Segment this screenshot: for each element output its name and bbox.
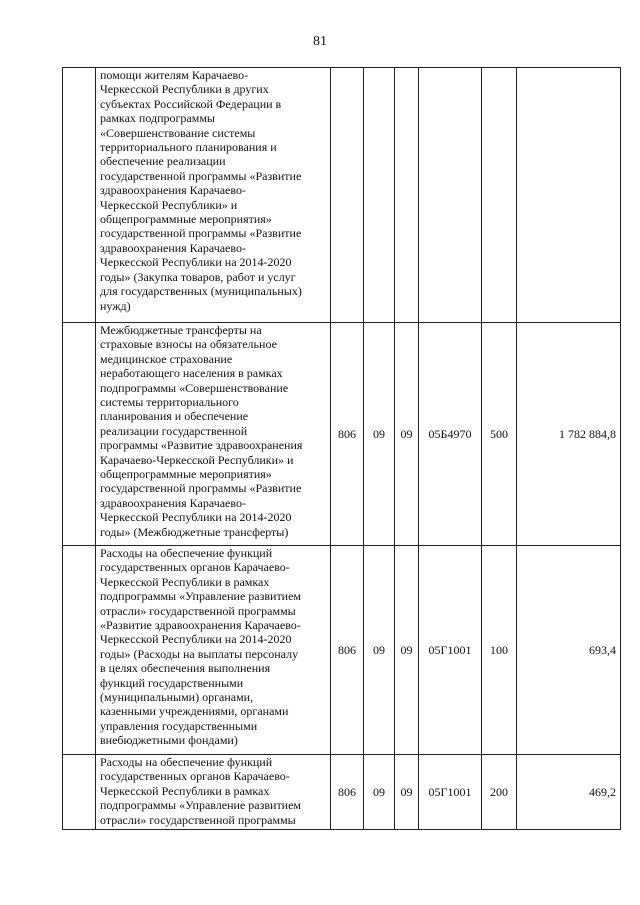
expense-type-cell: 200 [482,755,517,830]
description-line: здравоохранения Карачаево- [100,495,246,510]
section-cell: 09 [364,546,395,755]
description-cell [96,546,331,755]
description-line: «Развитие здравоохранения Карачаево- [100,618,301,633]
description-line: здравоохранения Карачаево- [100,240,246,255]
description-line: общепрограммные мероприятия» [100,467,272,482]
amount-cell: 1 782 884,8 [517,323,621,546]
description-line: государственной программы «Развитие [100,168,302,183]
expense-type-cell: 500 [482,323,517,546]
description-line: государственной программы «Развитие [100,226,302,241]
description-line: казенными учреждениями, органами [100,704,289,719]
description-line: Расходы на обеспечение функций [100,755,273,769]
table-row [63,68,621,323]
description-line: подпрограммы «Совершенствование [100,380,289,395]
description-line: подпрограммы «Управление развитием [100,798,302,813]
budget-table [62,67,621,830]
ministry-code-cell [331,68,364,323]
description-line: общепрограммные мероприятия» [100,212,272,227]
description-line: планирования и обеспечение [100,409,249,424]
description-line: «Совершенствование системы [100,125,256,140]
description-line: Черкесской Республики на 2014-2020 [100,255,292,270]
description-line: Черкесской Республики в других [100,82,269,97]
description-line: нужд) [100,298,131,313]
description-cell [96,68,331,323]
description-line: отрасли» государственной программы [100,603,296,618]
row-number-cell [63,546,96,755]
description-line: подпрограммы «Управление развитием [100,589,302,604]
description-line: субъектах Российской Федерации в [100,96,282,111]
description-line: обеспечение реализации [100,154,226,169]
target-article-cell: 05Г1001 [419,755,482,830]
description-cell [96,755,331,830]
row-number-cell [63,755,96,830]
subsection-cell: 09 [395,323,419,546]
row-number-cell [63,323,96,546]
description-line: внебюджетными фондами) [100,733,238,748]
amount-cell [517,68,621,323]
row-number-cell [63,68,96,323]
description-line: медицинское страхование [100,351,233,366]
amount-cell: 693,4 [517,546,621,755]
page-number: 81 [313,34,327,49]
description-line: государственных органов Карачаево- [100,560,290,575]
description-line: Межбюджетные трансферты на [100,323,262,337]
subsection-cell: 09 [395,755,419,830]
description-line: программы «Развитие здравоохранения [100,438,303,453]
description-cell [96,323,331,546]
section-cell [364,68,395,323]
description-line: годы» (Расходы на выплаты персоналу [100,646,299,661]
description-line: годы» (Межбюджетные трансферты) [100,524,289,539]
description-line: Расходы на обеспечение функций [100,546,273,560]
subsection-cell [395,68,419,323]
subsection-cell: 09 [395,546,419,755]
description-line: неработающего населения в рамках [100,366,283,381]
description-line: помощи жителям Карачаево- [100,68,249,82]
amount-cell: 469,2 [517,755,621,830]
ministry-code-cell: 806 [331,755,364,830]
description-line: реализации государственной [100,423,248,438]
table-row [63,546,621,755]
description-line: в целях обеспечения выполнения [100,661,271,676]
description-line: территориального планирования и [100,140,277,155]
description-line: системы территориального [100,395,239,410]
description-line: годы» (Закупка товаров, работ и услуг [100,269,296,284]
description-line: отрасли» государственной программы [100,812,296,827]
description-line: страховые взносы на обязательное [100,337,277,352]
description-line: Черкесской Республики» и [100,197,238,212]
description-line: государственных органов Карачаево- [100,769,290,784]
description-line: Черкесской Республики в рамках [100,783,270,798]
target-article-cell [419,68,482,323]
description-line: функций государственными [100,675,244,690]
table-row [63,323,621,546]
target-article-cell: 05Г1001 [419,546,482,755]
section-cell: 09 [364,755,395,830]
table-row [63,755,621,830]
ministry-code-cell: 806 [331,323,364,546]
description-line: (муниципальными) органами, [100,690,254,705]
target-article-cell: 05Б4970 [419,323,482,546]
expense-type-cell: 100 [482,546,517,755]
description-line: здравоохранения Карачаево- [100,183,246,198]
description-line: рамках подпрограммы [100,111,215,126]
description-line: государственной программы «Развитие [100,481,302,496]
description-line: Черкесской Республики на 2014-2020 [100,510,292,525]
description-line: Карачаево-Черкесской Республики» и [100,452,294,467]
expense-type-cell [482,68,517,323]
description-line: управления государственными [100,718,258,733]
section-cell: 09 [364,323,395,546]
description-line: Черкесской Республики на 2014-2020 [100,632,292,647]
ministry-code-cell: 806 [331,546,364,755]
description-line: Черкесской Республики в рамках [100,574,270,589]
description-line: для государственных (муниципальных) [100,284,302,299]
